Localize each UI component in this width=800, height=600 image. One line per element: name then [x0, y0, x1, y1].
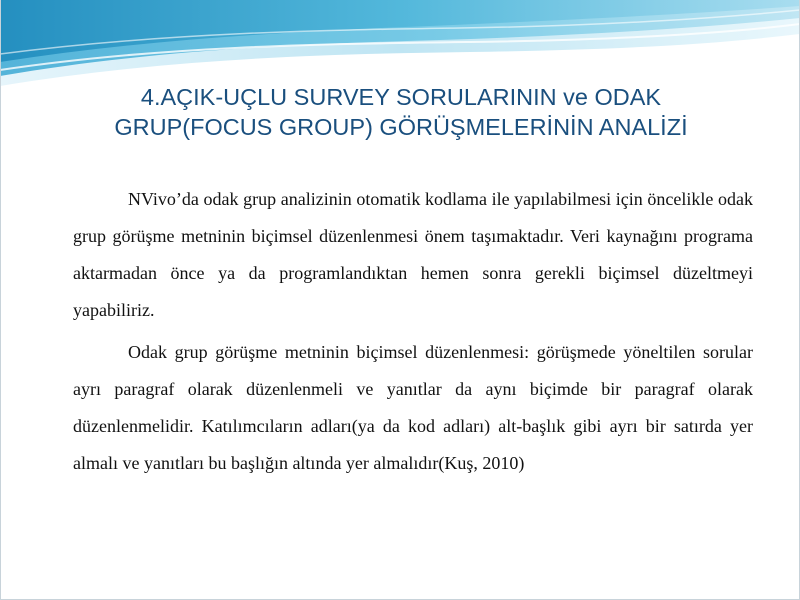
body-paragraph-1: NVivo’da odak grup analizinin otomatik kodlama ile yapılabilmesi için öncelikle odak grup görüşme metninin biçimsel düzenlenmesi önem taşımaktadır. Veri kaynağını programa aktarmadan önce ya da programlandıktan hemen sonra gerekli biçimsel düzeltmeyi yapabiliriz.: [73, 189, 753, 320]
slide-title-line-1: 4.AÇIK-UÇLU SURVEY SORULARININ ve ODAK: [140, 84, 662, 110]
slide-title-line-2: GRUP(FOCUS GROUP) GÖRÜŞMELERİNİN ANALİZİ: [114, 114, 688, 140]
wave-banner: [0, 0, 800, 95]
slide-title: [40, 82, 762, 142]
slide-body: [73, 181, 753, 487]
body-paragraph-2: Odak grup görüşme metninin biçimsel düzenlenmesi: görüşmede yöneltilen sorular ayrı paragraf olarak düzenlenmeli ve yanıtlar da aynı biçimde bir paragraf olarak düzenlenmelidir. Katılımcıların adları(ya da kod adları) alt-başlık gibi ayrı bir satırda yer almalı ve yanıtları bu başlığın altında yer almalıdır(Kuş, 2010): [73, 342, 753, 473]
slide-left-border: [0, 0, 1, 600]
